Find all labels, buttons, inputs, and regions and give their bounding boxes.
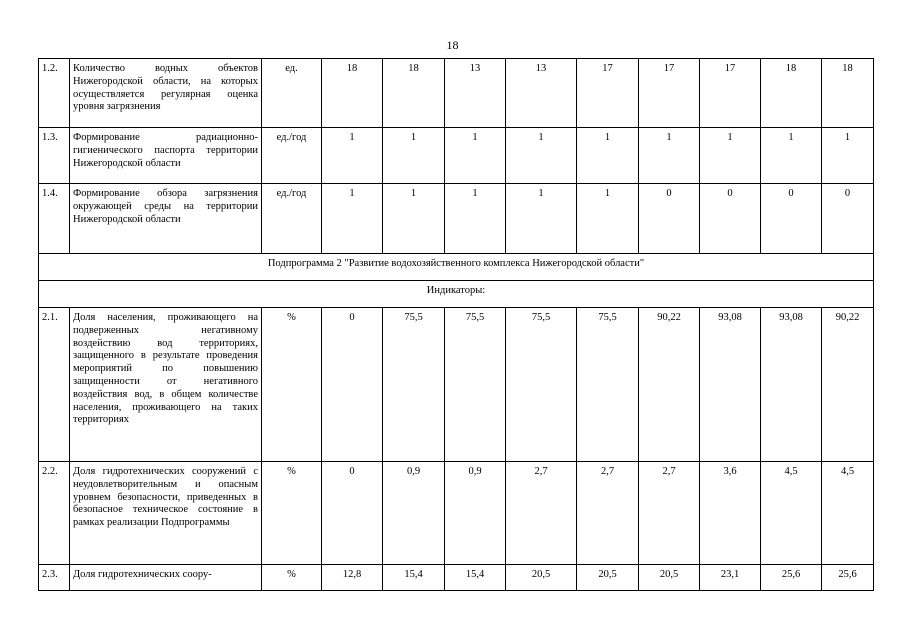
value-cell: 1: [761, 128, 822, 184]
value-cell: 1: [822, 128, 874, 184]
table-row: [39, 462, 874, 565]
value-cell: 1: [700, 128, 761, 184]
value-cell: 18: [761, 59, 822, 128]
value-cell: 18: [322, 59, 383, 128]
value-cell: 15,4: [445, 565, 506, 591]
value-cell: 90,22: [639, 308, 700, 462]
unit: ед./год: [262, 184, 322, 254]
unit: %: [262, 308, 322, 462]
indicator-name: Доля населения, проживающего на подверженных негативному воздействию вод территориях, защищенного в результате проведения мероприятий по повышению защищенности от негативного воздействия вод, в общем количестве населения, проживающего на таких территориях: [70, 308, 262, 462]
row-number: 1.3.: [39, 128, 70, 184]
value-cell: 17: [700, 59, 761, 128]
unit: ед.: [262, 59, 322, 128]
indicator-name: Количество водных объектов Нижегородской области, на которых осуществляется регулярная оценка уровня загрязнения: [70, 59, 262, 128]
value-cell: 1: [506, 184, 577, 254]
row-number: 1.4.: [39, 184, 70, 254]
subprogram-row: [39, 254, 874, 281]
row-number: 2.2.: [39, 462, 70, 565]
value-cell: 93,08: [761, 308, 822, 462]
value-cell: 15,4: [383, 565, 445, 591]
value-cell: 0,9: [383, 462, 445, 565]
value-cell: 93,08: [700, 308, 761, 462]
value-cell: 1: [322, 128, 383, 184]
value-cell: 1: [383, 184, 445, 254]
value-cell: 0: [700, 184, 761, 254]
indicators-heading-row: [39, 281, 874, 308]
value-cell: 0: [322, 462, 383, 565]
table-row: [39, 128, 874, 184]
table-row: [39, 59, 874, 128]
subprogram-title: Подпрограмма 2 "Развитие водохозяйственного комплекса Нижегородской области": [39, 254, 874, 281]
value-cell: 18: [822, 59, 874, 128]
page-number: 18: [446, 38, 459, 52]
value-cell: 4,5: [761, 462, 822, 565]
value-cell: 0: [822, 184, 874, 254]
value-cell: 1: [383, 128, 445, 184]
value-cell: 3,6: [700, 462, 761, 565]
value-cell: 4,5: [822, 462, 874, 565]
value-cell: 25,6: [761, 565, 822, 591]
value-cell: 1: [577, 184, 639, 254]
value-cell: 75,5: [445, 308, 506, 462]
value-cell: 1: [445, 184, 506, 254]
row-number: 2.3.: [39, 565, 70, 591]
value-cell: 0: [761, 184, 822, 254]
table-row: [39, 565, 874, 591]
unit: ед./год: [262, 128, 322, 184]
value-cell: 20,5: [506, 565, 577, 591]
value-cell: 2,7: [506, 462, 577, 565]
value-cell: 1: [639, 128, 700, 184]
value-cell: 1: [577, 128, 639, 184]
value-cell: 12,8: [322, 565, 383, 591]
indicator-name: Формирование радиационно-гигиенического паспорта территории Нижегородской области: [70, 128, 262, 184]
row-number: 2.1.: [39, 308, 70, 462]
value-cell: 90,22: [822, 308, 874, 462]
value-cell: 13: [506, 59, 577, 128]
unit: %: [262, 565, 322, 591]
value-cell: 0: [322, 308, 383, 462]
table-row: [39, 308, 874, 462]
indicator-name: Доля гидротехнических сооружений с неудовлетворительным и опасным уровнем безопасности, приведенных в безопасное техническое состояние в рамках реализации Подпрограммы: [70, 462, 262, 565]
row-number: 1.2.: [39, 59, 70, 128]
value-cell: 13: [445, 59, 506, 128]
indicators-heading: Индикаторы:: [39, 281, 874, 308]
value-cell: 75,5: [506, 308, 577, 462]
value-cell: 17: [639, 59, 700, 128]
value-cell: 2,7: [639, 462, 700, 565]
indicator-name: Доля гидротехнических соору-: [70, 565, 262, 591]
value-cell: 75,5: [383, 308, 445, 462]
value-cell: 23,1: [700, 565, 761, 591]
unit: %: [262, 462, 322, 565]
value-cell: 0: [639, 184, 700, 254]
value-cell: 1: [322, 184, 383, 254]
value-cell: 2,7: [577, 462, 639, 565]
value-cell: 75,5: [577, 308, 639, 462]
value-cell: 1: [445, 128, 506, 184]
value-cell: 1: [506, 128, 577, 184]
value-cell: 0,9: [445, 462, 506, 565]
value-cell: 20,5: [639, 565, 700, 591]
value-cell: 17: [577, 59, 639, 128]
table-row: [39, 184, 874, 254]
value-cell: 25,6: [822, 565, 874, 591]
value-cell: 20,5: [577, 565, 639, 591]
value-cell: 18: [383, 59, 445, 128]
indicator-name: Формирование обзора загрязнения окружающей среды на территории Нижегородской области: [70, 184, 262, 254]
indicators-table: [38, 58, 874, 591]
